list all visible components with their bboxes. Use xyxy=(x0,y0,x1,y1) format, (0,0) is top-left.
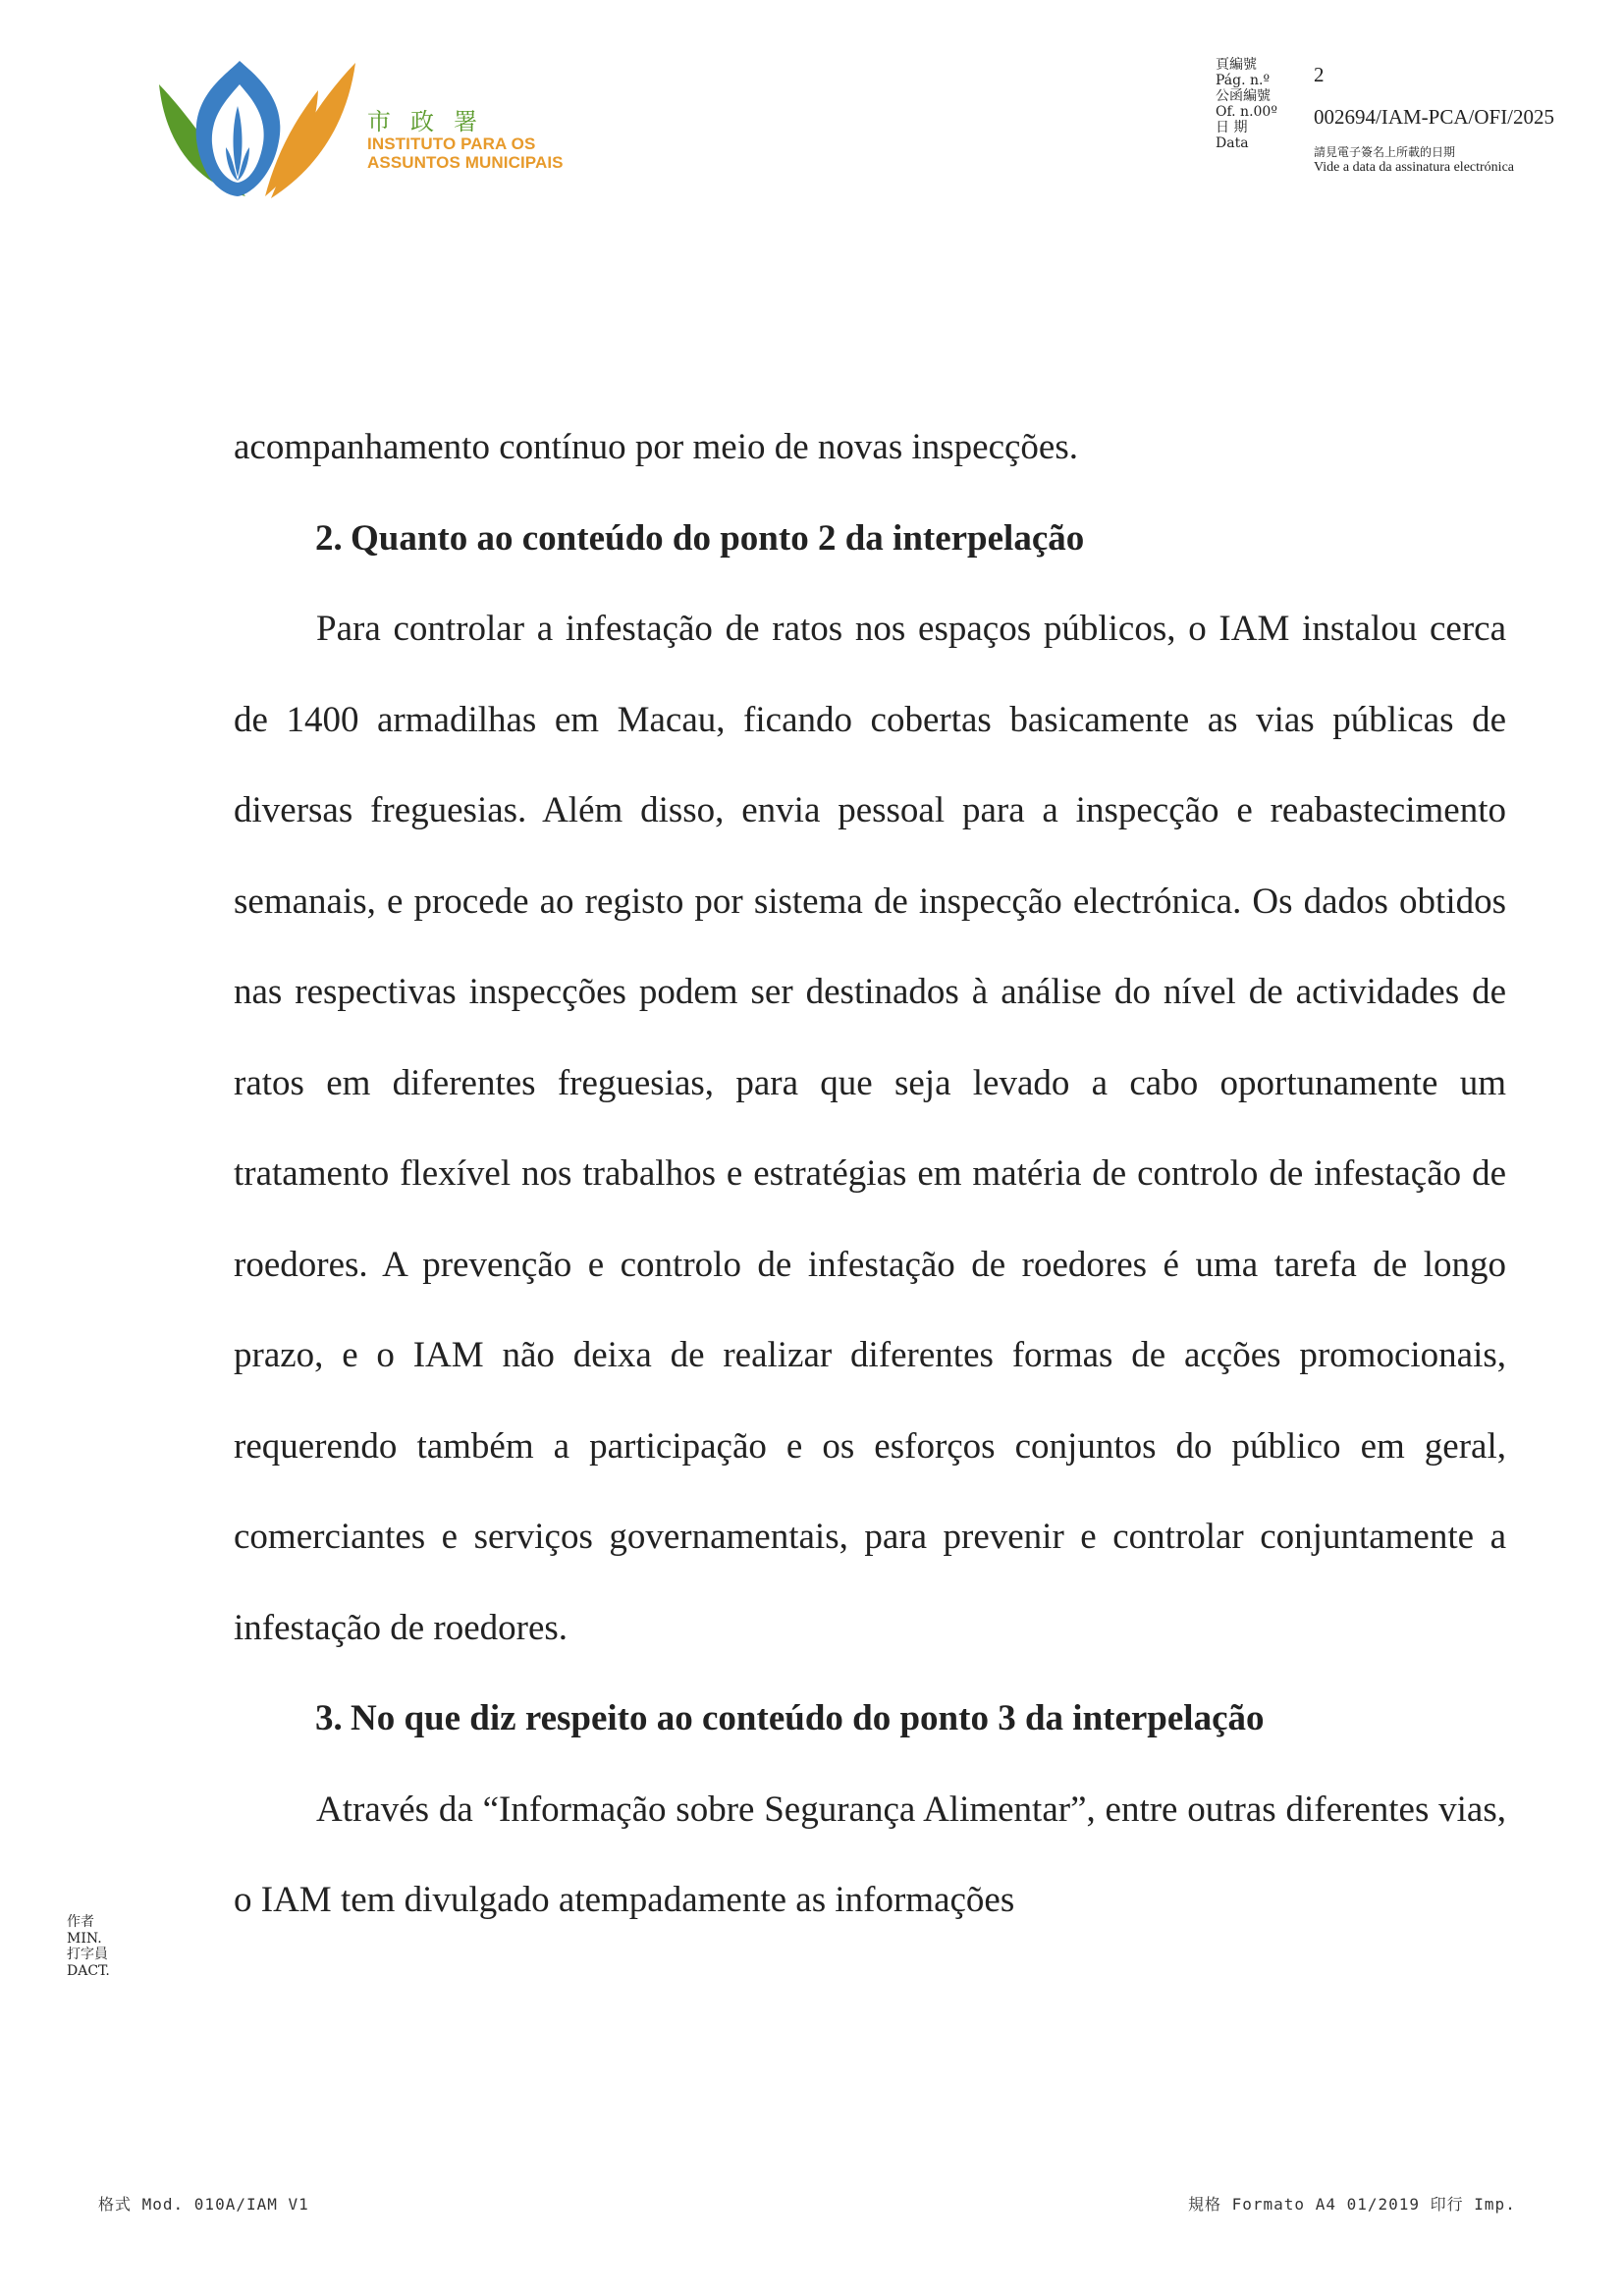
iam-logo xyxy=(155,57,566,200)
section-heading-2: 2. Quanto ao conteúdo do ponto 2 da interpelação xyxy=(315,517,1085,559)
logo-name-zh: 市政署 xyxy=(367,108,497,135)
label-of-pt: Of. n.00º xyxy=(1216,104,1277,120)
paragraph: Através da “Informação sobre Segurança Alimentar”, entre outras diferentes vias, o IAM tem divulgado atempadamente as informações xyxy=(234,1789,1506,1920)
header-labels xyxy=(1216,57,1277,151)
label-of-zh: 公函編號 xyxy=(1216,88,1271,104)
section-heading-3: 3. No que diz respeito ao conteúdo do ponto 3 da interpelação xyxy=(315,1698,1265,1738)
reference-number: 002694/IAM-PCA/OFI/2025 xyxy=(1314,105,1555,129)
page-number: 2 xyxy=(1314,63,1325,86)
label-date-zh: 日 期 xyxy=(1216,120,1248,135)
paragraph: Para controlar a infestação de ratos nos espaços públicos, o IAM instalou cerca de 1400 armadilhas em Macau, ficando cobertas basicamente as vias públicas de diversas freguesias. Além disso, envia pessoal para a inspecção e reabastecimento semanais, e procede ao registo por sistema de inspecção electrónica. Os dados obtidos nas respectivas inspecções podem ser destinados à análise do nível de actividades de ratos em diferentes freguesias, para que seja levado a cabo oportunamente um tratamento flexível nos trabalhos e estratégias em matéria de controlo de infestação de roedores. A prevenção e controlo de infestação de roedores é uma tarefa de longo prazo, e o IAM não deixa de realizar diferentes formas de acções promocionais, requerendo também a participação e os esforços conjuntos do público em geral, comerciantes e serviços governamentais, para prevenir e controlar conjuntamente a infestação de roedores. xyxy=(234,609,1506,1648)
paragraph: acompanhamento contínuo por meio de novas inspecções. xyxy=(234,427,1078,467)
label-date-pt: Data xyxy=(1216,135,1249,151)
footer-format: 規格 Formato A4 01/2019 印行 Imp. xyxy=(1188,2195,1516,2214)
author-block: 作者 MIN. 打字員 DACT. xyxy=(67,1914,110,1979)
date-note-pt: Vide a data da assinatura electrónica xyxy=(1314,160,1514,175)
document-body xyxy=(234,402,1506,1947)
footer-form-model: 格式 Mod. 010A/IAM V1 xyxy=(98,2195,309,2214)
label-page-zh: 頁編號 xyxy=(1216,57,1257,73)
logo-name-pt: INSTITUTO PARA OS ASSUNTOS MUNICIPAIS xyxy=(367,134,564,172)
lotus-emblem-icon xyxy=(155,57,363,200)
date-note-zh: 請見電子簽名上所載的日期 xyxy=(1314,145,1456,159)
label-page-pt: Pág. n.º xyxy=(1216,73,1271,88)
